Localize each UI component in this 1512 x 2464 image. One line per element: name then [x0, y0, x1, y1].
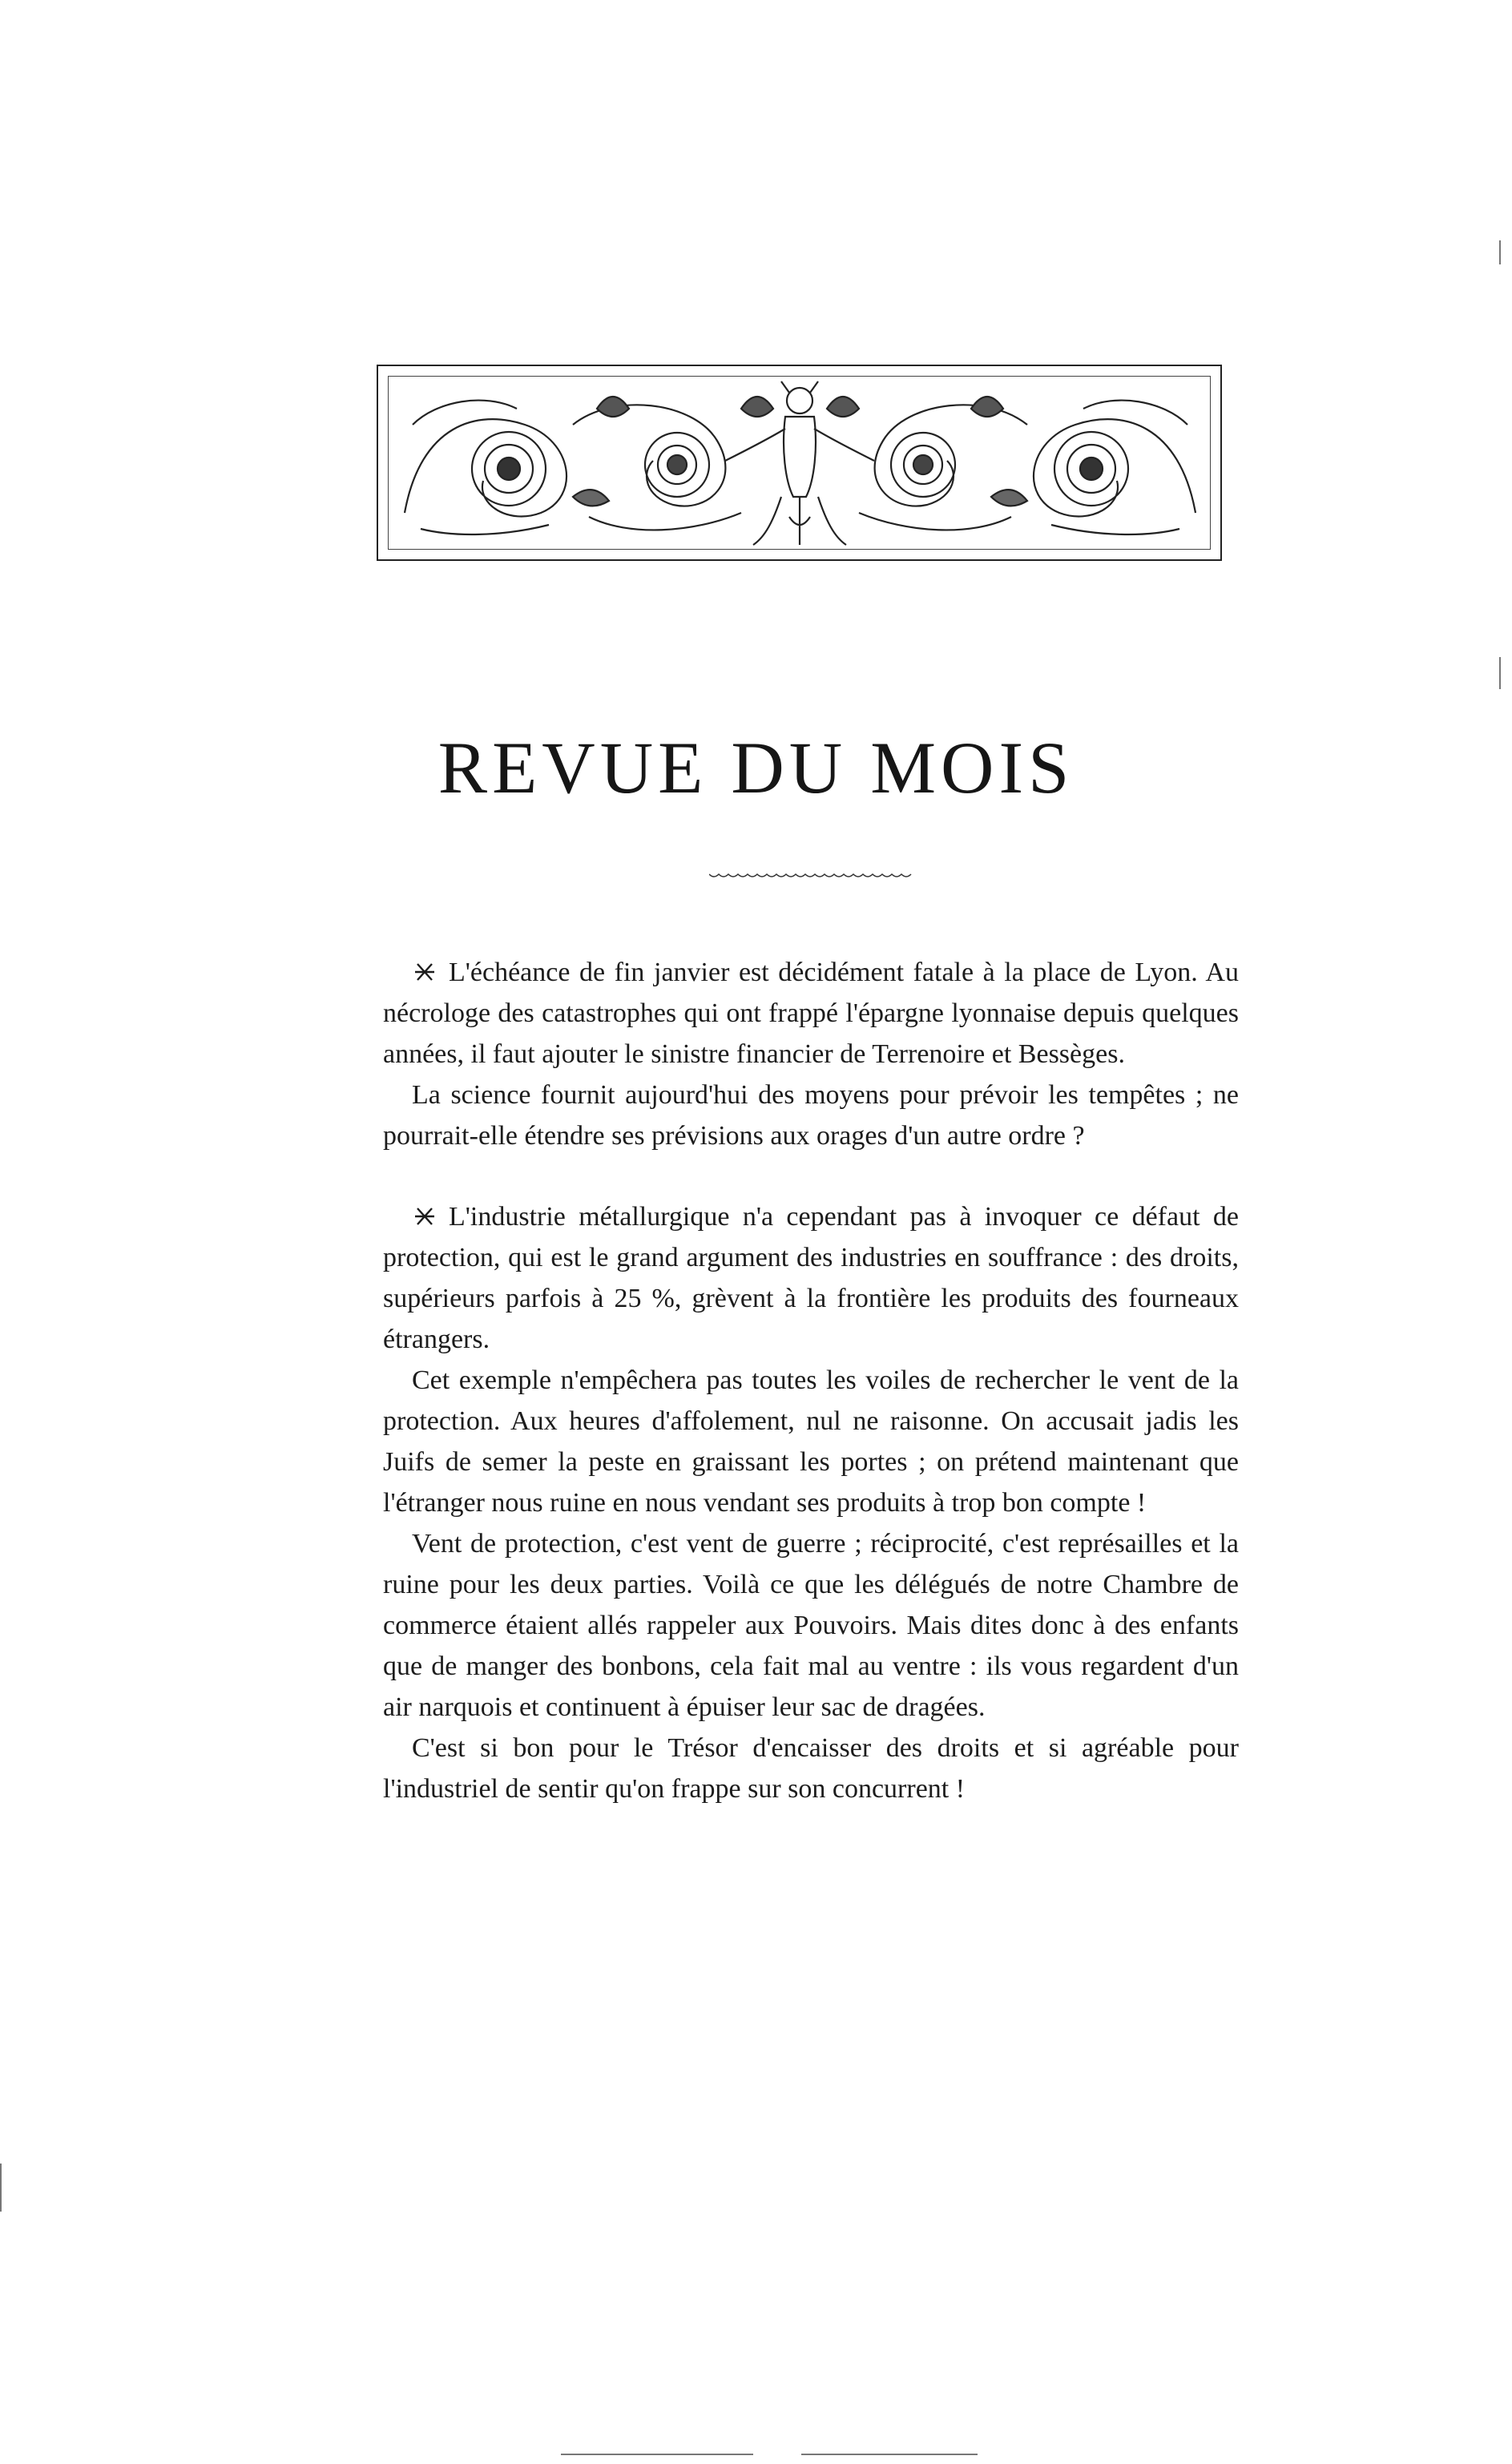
paragraph — [383, 1523, 1239, 1728]
ornamental-banner-frame — [388, 376, 1211, 550]
scan-mark — [1499, 240, 1501, 264]
scan-mark — [0, 2164, 2, 2212]
title-underline-rule — [709, 869, 917, 879]
ornamental-banner — [377, 365, 1222, 561]
paragraph-text: Cet exemple n'empêchera pas toutes les voiles de rechercher le vent de la protection. Aux heures d'affolement, nul ne raisonne. On accusait jadis les Juifs de semer la peste en graissant les portes ; on prétend maintenant que l'étranger nous ruine en nous vendant ses produits à trop bon compte ! — [383, 1365, 1239, 1518]
paragraph — [383, 1360, 1239, 1523]
paragraph — [383, 952, 1239, 1075]
article-body — [383, 952, 1239, 1809]
scan-mark — [1499, 657, 1501, 689]
scrollwork-ornament-icon — [389, 377, 1212, 550]
paragraph-text: C'est si bon pour le Trésor d'encaisser des droits et si agréable pour l'industriel de sentir qu'on frappe sur son concurrent ! — [383, 1733, 1239, 1804]
paragraph-text: Vent de protection, c'est vent de guerre ; réciprocité, c'est représailles et la ruine pour les deux parties. Voilà ce que les délégués de notre Chambre de commerce étaient allés rappeler aux Pouvoirs. Mais dites donc à des enfants que de manger des bonbons, cela fait mal au ventre : ils vous regardent d'un air narquois et continuent à épuiser leur sac de dragées. — [383, 1529, 1239, 1722]
scan-mark — [561, 2454, 753, 2455]
paragraph-text: L'échéance de fin janvier est décidément fatale à la place de Lyon. Au nécrologe des catastrophes qui ont frappé l'épargne lyonnaise depuis quelques années, il faut ajouter le sinistre financier de Terrenoire et Bessèges. — [383, 958, 1239, 1069]
paragraph — [383, 1075, 1239, 1156]
scan-mark — [801, 2454, 978, 2455]
paragraph-text: L'industrie métallurgique n'a cependant pas à invoquer ce défaut de protection, qui est le grand argument des industries en souffrance : des droits, supérieurs parfois à 25 %, grèvent à la frontière les produits des fourneaux étrangers. — [383, 1202, 1239, 1354]
asterisk-icon — [412, 1206, 437, 1227]
asterisk-icon — [412, 962, 437, 982]
paragraph — [383, 1728, 1239, 1809]
page-title: REVUE DU MOIS — [437, 727, 1075, 809]
paragraph-text: La science fournit aujourd'hui des moyens pour prévoir les tempêtes ; ne pourrait-elle étendre ses prévisions aux orages d'un autre ordre ? — [383, 1080, 1239, 1151]
paragraph — [383, 1196, 1239, 1360]
